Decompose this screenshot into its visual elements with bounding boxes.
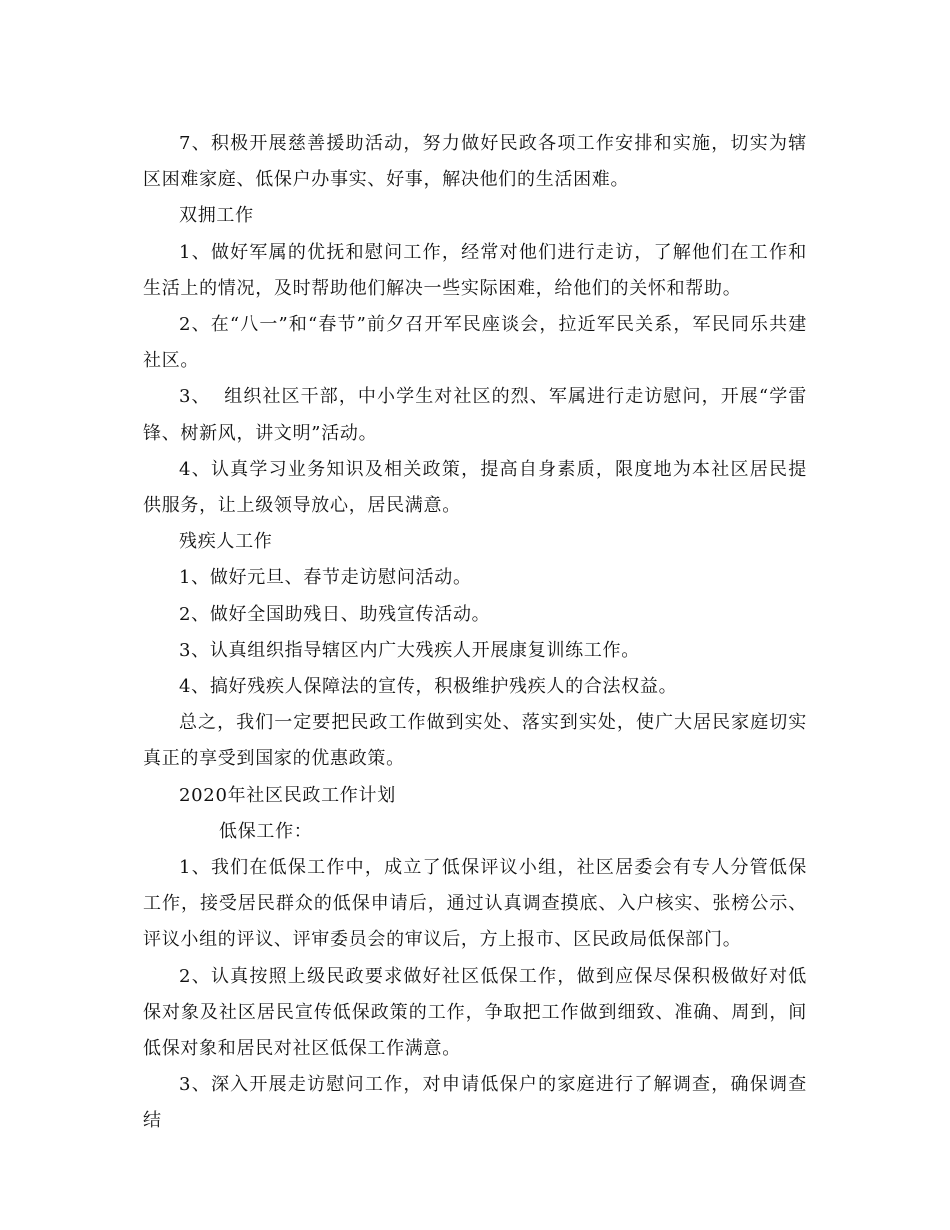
section-heading-disabled-persons: 残疾人工作 bbox=[179, 531, 273, 553]
paragraph-study-policy: 4、认真学习业务知识及相关政策，提高自身素质，限度地为本社区居民提供服务，让上级领导放心，居民满意。 bbox=[143, 458, 807, 517]
document-body bbox=[143, 126, 807, 1140]
paragraph-holiday-visits: 1、做好元旦、春节走访慰问活动。 bbox=[179, 567, 472, 589]
section-heading-dual-support: 双拥工作 bbox=[179, 205, 254, 227]
paragraph-subsistence-policy: 2、认真按照上级民政要求做好社区低保工作，做到应保尽保积极做好对低保对象及社区居民宣传低保政策的工作，争取把工作做到细致、准确、周到，间低保对象和居民对社区低保工作满意。 bbox=[143, 965, 807, 1060]
paragraph-protection-law: 4、搞好残疾人保障法的宣传，积极维护残疾人的合法权益。 bbox=[179, 676, 678, 698]
paragraph-summary: 总之，我们一定要把民政工作做到实处、落实到实处，使广大居民家庭切实真正的享受到国家的优惠政策。 bbox=[143, 712, 807, 770]
paragraph-military-family-care: 1、做好军属的优抚和慰问工作，经常对他们进行走访，了解他们在工作和生活上的情况，及时帮助他们解决一些实际困难，给他们的关怀和帮助。 bbox=[143, 241, 807, 299]
paragraph-visit-martyr-families: 3、 组织社区干部，中小学生对社区的烈、军属进行走访慰问，开展“学雷锋、树新风，讲文明”活动。 bbox=[143, 386, 807, 444]
paragraph-home-visits: 3、深入开展走访慰问工作，对申请低保户的家庭进行了解调查，确保调查结 bbox=[143, 1074, 807, 1132]
paragraph-disability-day: 2、做好全国助残日、助残宣传活动。 bbox=[179, 603, 491, 625]
paragraph-subsistence-committee: 1、我们在低保工作中，成立了低保评议小组，社区居委会有专人分管低保工作，接受居民群众的低保申请后，通过认真调查摸底、入户核实、张榜公示、评议小组的评议、评审委员会的审议后，方上报市、区民政局低保部门。 bbox=[143, 857, 807, 951]
paragraph-military-civilian-forum: 2、在“八一”和“春节”前夕召开军民座谈会，拉近军民关系，军民同乐共建社区。 bbox=[143, 314, 807, 372]
paragraph-charity-assistance: 7、积极开展慈善援助活动，努力做好民政各项工作安排和实施，切实为辖区困难家庭、低保户办事实、好事，解决他们的生活困难。 bbox=[143, 133, 807, 191]
paragraph-rehab-training: 3、认真组织指导辖区内广大残疾人开展康复训练工作。 bbox=[179, 639, 640, 661]
document-subtitle: 2020年社区民政工作计划 bbox=[179, 784, 396, 806]
section-heading-subsistence: 低保工作： bbox=[219, 820, 313, 842]
